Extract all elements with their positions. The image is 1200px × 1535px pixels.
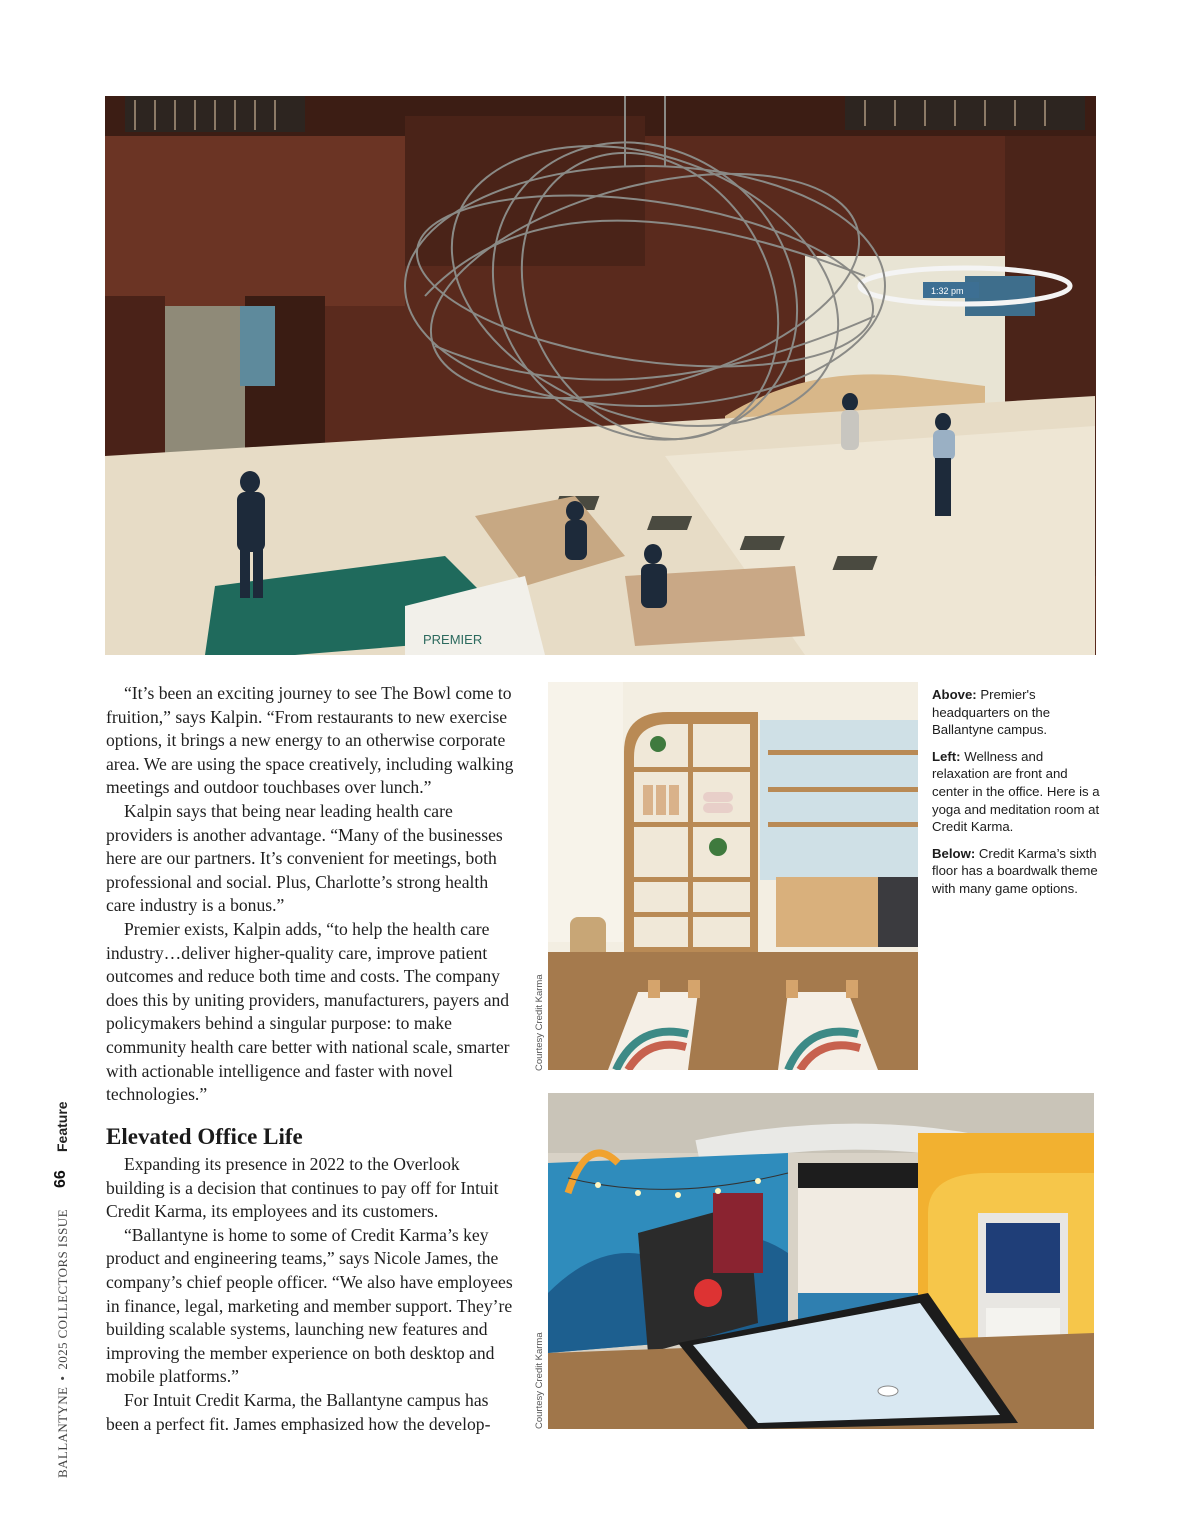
caption-label: Below: [932,845,976,861]
article-paragraph: Kalpin says that being near leading health care providers is another advantage. “Many of the businesses here are our partners. It’s convenient for meetings, both professional and social. Plus, Charlotte’s strong health care industry is a bonus.” [106,800,503,916]
article-paragraph: Expanding its presence in 2022 to the Overlook building is a decision that continues to pay off for Intuit Credit Karma, its employees and its customers. [106,1154,499,1222]
page-number: 66 [52,1170,69,1188]
article-paragraph: For Intuit Credit Karma, the Ballantyne campus has been a perfect fit. James emphasized how the develop- [106,1389,491,1434]
publication-name: BALLANTYNE [55,1386,70,1478]
running-footer [55,1209,71,1478]
issue-name: 2025 COLLECTORS ISSUE [55,1209,70,1370]
svg-text:PREMIER: PREMIER [423,632,483,647]
atrium-lobby-photo [105,96,1096,655]
photo-credit: Courtesy Credit Karma [534,974,545,1071]
article-paragraph: “It’s been an exciting journey to see The Bowl come to fruition,” says Kalpin. “From restaurants to new exercise options, it brings a new energy to an otherwise corporate area. We are using the space creatively, including walking meetings and outdoor touchbases over lunch.” [106,683,514,798]
article-paragraph: “Ballantyne is home to some of Credit Karma’s key product and engineering teams,” says Nicole James, the company’s chief people officer. “We also have employees in finance, legal, marketing and member support. They’re building scalable systems, launching new features and improving the member experience on both desktop and mobile platforms.” [106,1224,513,1387]
caption-label: Left: [932,748,961,764]
article-paragraph: Premier exists, Kalpin adds, “to help the health care industry…deliver higher-quality care, improve patient outcomes and reduce both time and costs. The company does this by uniting providers, manufacturers, payers and policymakers behind a singular purpose: to make community health care better with national scale, smarter with actionable intelligence and faster with novel technologies.” [106,918,510,1105]
caption-text: Credit Karma’s sixth floor has a boardwalk theme with many game options. [932,845,1098,896]
svg-text:1:32 pm: 1:32 pm [931,286,964,296]
caption-above [932,686,1102,739]
article-column-top [106,682,516,1107]
game-room-photo [548,1093,1094,1429]
yoga-room-photo [548,682,918,1070]
photo-credit: Courtesy Credit Karma [534,1332,545,1429]
article-column-bottom [106,1153,516,1436]
caption-text: Wellness and relaxation are front and center in the office. Here is a yoga and meditation room at Credit Karma. [932,748,1100,835]
section-heading: Elevated Office Life [106,1124,303,1149]
caption-below [932,845,1102,898]
caption-text: Premier's headquarters on the Ballantyne campus. [932,687,1051,738]
caption-left [932,748,1102,836]
section-label: Feature [54,1101,70,1152]
photo-captions [932,686,1102,907]
separator-dot: • [55,1375,70,1381]
caption-label: Above: [932,687,977,702]
